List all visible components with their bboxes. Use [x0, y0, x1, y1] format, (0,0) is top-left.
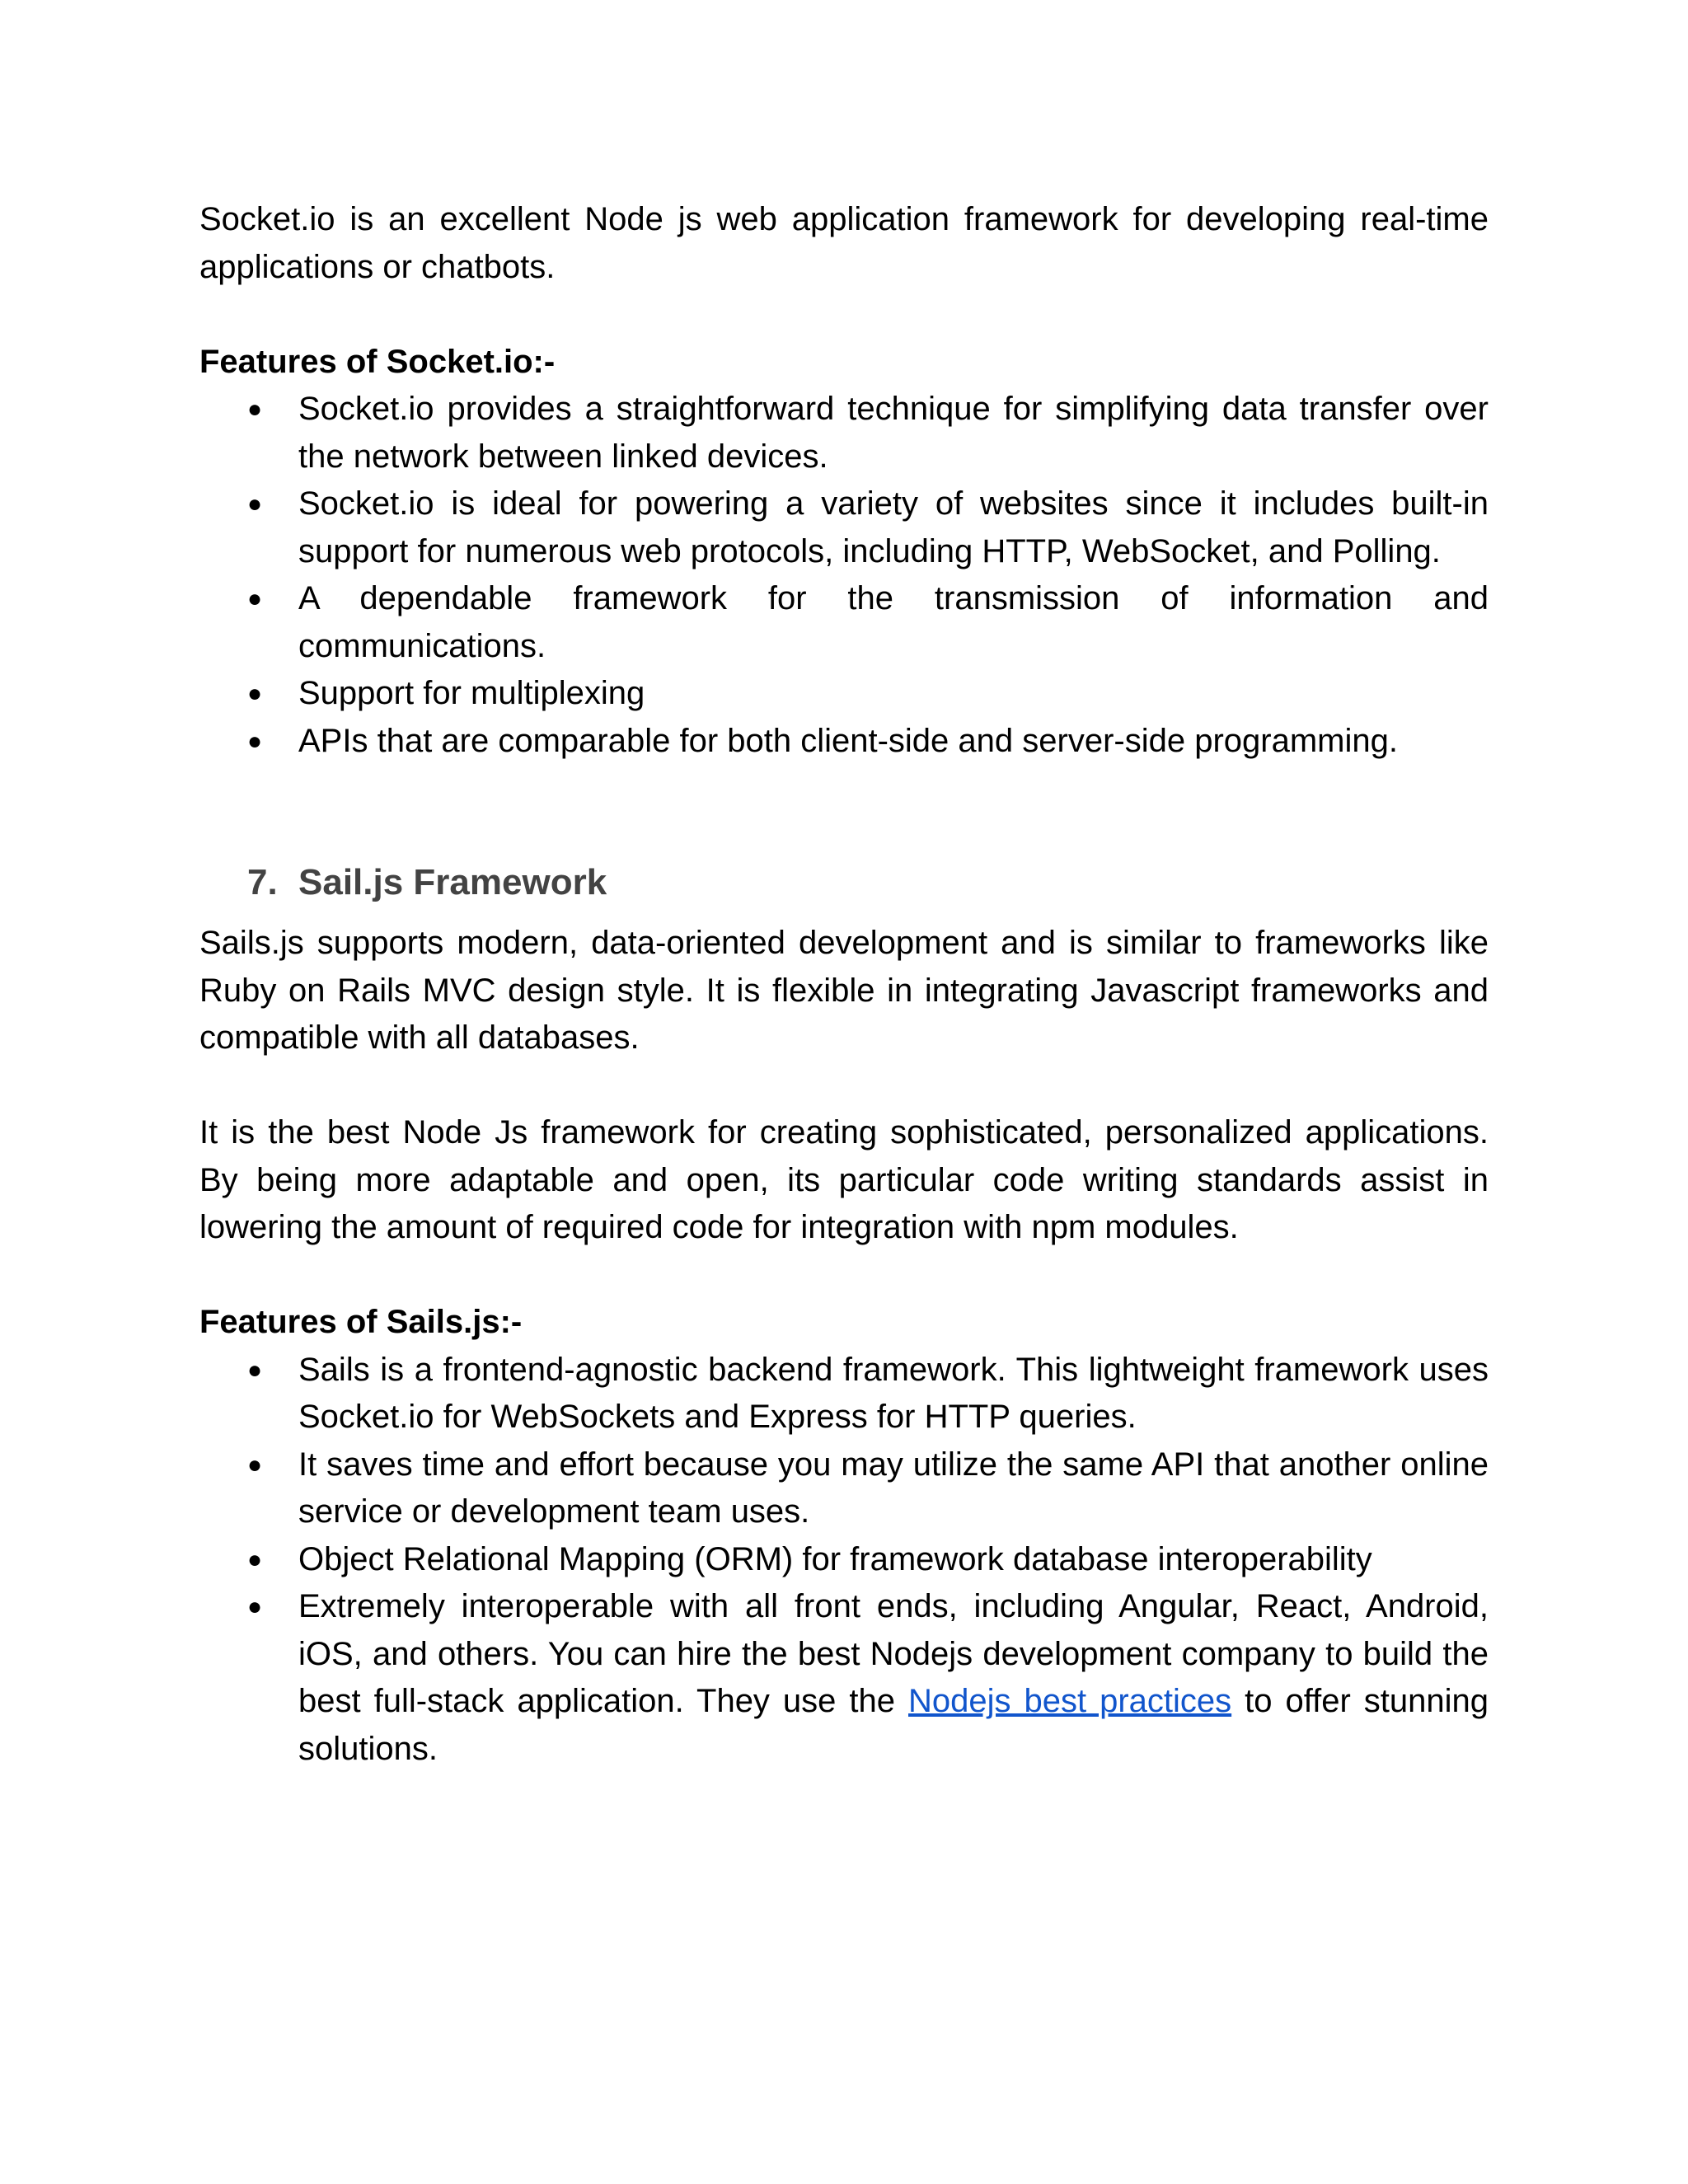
- list-item: [247, 386, 1489, 480]
- list-item: [247, 1536, 1489, 1584]
- section-title: Sail.js Framework: [298, 862, 607, 902]
- bullet-icon: ●: [247, 396, 263, 423]
- document-page: [199, 196, 1489, 1773]
- list-item-text: It saves time and effort because you may utilize the same API that another online service or development team uses.: [298, 1446, 1489, 1530]
- list-item: [247, 575, 1489, 670]
- list-item-text: Socket.io is ideal for powering a variety of websites since it includes built-in support for numerous web protocols, including HTTP, WebSocket, and Polling.: [298, 485, 1489, 569]
- list-item: [247, 1441, 1489, 1536]
- bullet-icon: ●: [247, 1593, 263, 1620]
- list-item-text: Extremely interoperable with all front ends, including Angular, React, Android, iOS, and others. You can hire the best Nodejs development company to build the best full-stack application. They use the: [298, 1588, 1489, 1719]
- section-number: 7.: [247, 862, 278, 902]
- sails-features-list: [199, 1347, 1489, 1774]
- list-item-text: Support for multiplexing: [298, 675, 645, 711]
- nodejs-best-practices-link[interactable]: Nodejs best practices: [908, 1683, 1232, 1719]
- list-item-text: Object Relational Mapping (ORM) for framework database interoperability: [298, 1540, 1372, 1577]
- list-item-text: Socket.io provides a straightforward technique for simplifying data transfer over the network between linked devices.: [298, 391, 1489, 475]
- bullet-icon: ●: [247, 680, 263, 707]
- bullet-icon: ●: [247, 1545, 263, 1573]
- sails-features-heading: Features of Sails.js:-: [199, 1304, 523, 1340]
- bullet-icon: ●: [247, 490, 263, 518]
- bullet-icon: ●: [247, 1356, 263, 1384]
- list-item-text: A dependable framework for the transmission of information and communications.: [298, 580, 1489, 664]
- list-item-text: APIs that are comparable for both client-side and server-side programming.: [298, 722, 1398, 759]
- list-item: [247, 718, 1489, 766]
- bullet-icon: ●: [247, 1451, 263, 1479]
- list-item: [247, 670, 1489, 718]
- list-item: [247, 1583, 1489, 1773]
- paragraph-spacer: [199, 1062, 1489, 1110]
- socket-features-list: [199, 386, 1489, 765]
- list-item-text-tail: to offer stunning solutions.: [298, 1683, 1489, 1767]
- socket-features-heading: Features of Socket.io:-: [199, 343, 556, 380]
- sails-paragraph-1: Sails.js supports modern, data-oriented development and is similar to frameworks like Ruby on Rails MVC design style. It is flexible in integrating Javascript frameworks and compatible with all databases.: [199, 925, 1489, 1056]
- section-heading-sails: [199, 858, 1489, 907]
- intro-paragraph: Socket.io is an excellent Node js web application framework for developing real-time applications or chatbots.: [199, 201, 1489, 285]
- list-item: [247, 1347, 1489, 1441]
- bullet-icon: ●: [247, 727, 263, 755]
- sails-paragraph-2: It is the best Node Js framework for creating sophisticated, personalized applications. By being more adaptable and open, its particular code writing standards assist in lowering the amount of required code for integration with npm modules.: [199, 1114, 1489, 1245]
- list-item-text: Sails is a frontend-agnostic backend framework. This lightweight framework uses Socket.io for WebSockets and Express for HTTP queries.: [298, 1351, 1489, 1435]
- list-item: [247, 480, 1489, 575]
- bullet-icon: ●: [247, 585, 263, 612]
